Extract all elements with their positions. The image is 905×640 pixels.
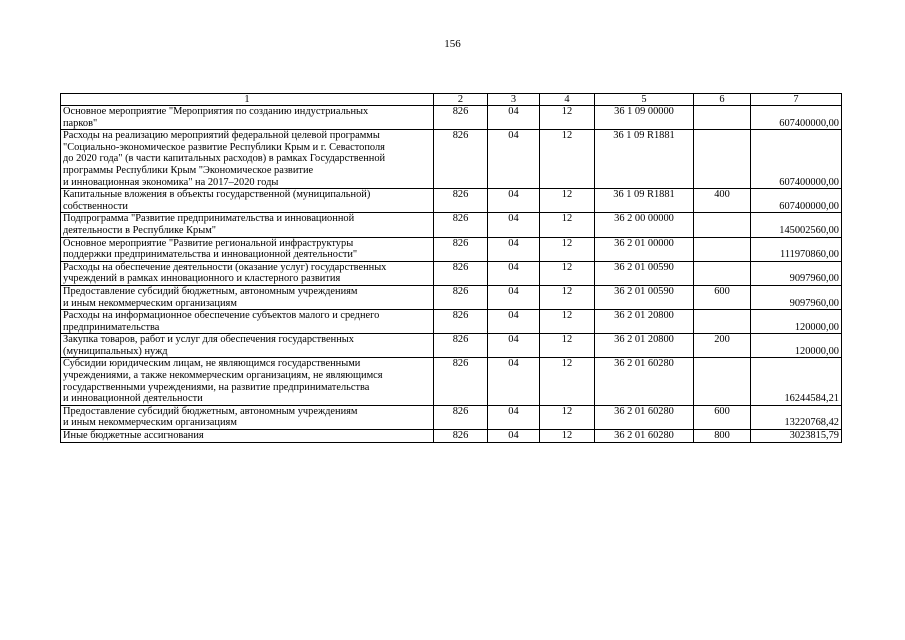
row-amount-cell: 111970860,00 (751, 237, 842, 261)
table-row (61, 261, 842, 285)
row-section-cell: 04 (488, 213, 540, 237)
row-name-cell: Расходы на информационное обеспечение субъектов малого и среднего предпринимательства (61, 310, 434, 334)
row-target-article-cell: 36 2 01 00000 (595, 237, 694, 261)
row-amount-cell: 120000,00 (751, 310, 842, 334)
column-header: 7 (751, 94, 842, 106)
row-target-article-cell: 36 2 01 00590 (595, 285, 694, 309)
row-name-cell: Предоставление субсидий бюджетным, автономным учреждениям и иным некоммерческим организациям (61, 405, 434, 429)
row-amount-cell: 9097960,00 (751, 285, 842, 309)
row-target-article-cell: 36 2 01 60280 (595, 405, 694, 429)
row-target-article-cell: 36 2 01 20800 (595, 334, 694, 358)
row-grbs-cell: 826 (434, 261, 488, 285)
table-row (61, 430, 842, 443)
row-subsection-cell: 12 (540, 213, 595, 237)
column-header: 4 (540, 94, 595, 106)
row-expense-type-cell (694, 213, 751, 237)
row-target-article-cell: 36 2 01 00590 (595, 261, 694, 285)
row-amount-cell: 3023815,79 (751, 430, 842, 443)
row-expense-type-cell (694, 358, 751, 405)
row-expense-type-cell (694, 261, 751, 285)
column-header: 2 (434, 94, 488, 106)
table-row (61, 189, 842, 213)
row-expense-type-cell (694, 310, 751, 334)
row-section-cell: 04 (488, 237, 540, 261)
row-target-article-cell: 36 2 01 60280 (595, 358, 694, 405)
row-subsection-cell: 12 (540, 430, 595, 443)
row-section-cell: 04 (488, 106, 540, 130)
column-header: 1 (61, 94, 434, 106)
column-header: 6 (694, 94, 751, 106)
row-section-cell: 04 (488, 261, 540, 285)
row-section-cell: 04 (488, 130, 540, 189)
row-subsection-cell: 12 (540, 285, 595, 309)
table-row (61, 358, 842, 405)
row-subsection-cell: 12 (540, 261, 595, 285)
row-name-cell: Предоставление субсидий бюджетным, автономным учреждениям и иным некоммерческим организациям (61, 285, 434, 309)
row-grbs-cell: 826 (434, 334, 488, 358)
row-amount-cell: 145002560,00 (751, 213, 842, 237)
row-subsection-cell: 12 (540, 334, 595, 358)
row-grbs-cell: 826 (434, 358, 488, 405)
table-row (61, 130, 842, 189)
row-section-cell: 04 (488, 405, 540, 429)
row-section-cell: 04 (488, 285, 540, 309)
row-amount-cell: 607400000,00 (751, 106, 842, 130)
table-row (61, 310, 842, 334)
row-target-article-cell: 36 1 09 R1881 (595, 189, 694, 213)
row-subsection-cell: 12 (540, 106, 595, 130)
row-name-cell: Иные бюджетные ассигнования (61, 430, 434, 443)
table-row (61, 285, 842, 309)
row-amount-cell: 120000,00 (751, 334, 842, 358)
row-grbs-cell: 826 (434, 213, 488, 237)
row-expense-type-cell: 600 (694, 405, 751, 429)
row-section-cell: 04 (488, 310, 540, 334)
row-subsection-cell: 12 (540, 189, 595, 213)
row-section-cell: 04 (488, 334, 540, 358)
table-row (61, 334, 842, 358)
row-grbs-cell: 826 (434, 430, 488, 443)
row-expense-type-cell: 800 (694, 430, 751, 443)
row-grbs-cell: 826 (434, 237, 488, 261)
row-section-cell: 04 (488, 189, 540, 213)
row-name-cell: Подпрограмма "Развитие предпринимательства и инновационной деятельности в Республике Крым" (61, 213, 434, 237)
table-header-row (61, 94, 842, 106)
column-header: 5 (595, 94, 694, 106)
row-expense-type-cell (694, 130, 751, 189)
table-row (61, 213, 842, 237)
column-header: 3 (488, 94, 540, 106)
table-row (61, 405, 842, 429)
row-name-cell: Закупка товаров, работ и услуг для обеспечения государственных (муниципальных) нужд (61, 334, 434, 358)
row-grbs-cell: 826 (434, 310, 488, 334)
row-subsection-cell: 12 (540, 130, 595, 189)
row-subsection-cell: 12 (540, 237, 595, 261)
row-subsection-cell: 12 (540, 405, 595, 429)
row-target-article-cell: 36 2 00 00000 (595, 213, 694, 237)
row-target-article-cell: 36 1 09 00000 (595, 106, 694, 130)
row-name-cell: Субсидии юридическим лицам, не являющимся государственными учреждениями, а также некоммерческим организациям, не являющимся государственными учреждениями, на развитие предпринимательства и инновационной деятельности (61, 358, 434, 405)
row-section-cell: 04 (488, 430, 540, 443)
row-target-article-cell: 36 2 01 60280 (595, 430, 694, 443)
row-name-cell: Капитальные вложения в объекты государственной (муниципальной) собственности (61, 189, 434, 213)
row-grbs-cell: 826 (434, 189, 488, 213)
budget-table (60, 93, 842, 443)
row-name-cell: Расходы на реализацию мероприятий федеральной целевой программы "Социально-экономическое развитие Республики Крым и г. Севастополя до 2020 года" (в части капитальных расходов) в рамках Государственной программы Республики Крым "Экономическое развитие и инновационная экономика" на 2017–2020 годы (61, 130, 434, 189)
row-amount-cell: 9097960,00 (751, 261, 842, 285)
row-target-article-cell: 36 1 09 R1881 (595, 130, 694, 189)
row-subsection-cell: 12 (540, 310, 595, 334)
row-amount-cell: 13220768,42 (751, 405, 842, 429)
row-amount-cell: 607400000,00 (751, 130, 842, 189)
row-name-cell: Основное мероприятие "Развитие региональной инфраструктуры поддержки предпринимательства и инновационной деятельности" (61, 237, 434, 261)
row-name-cell: Расходы на обеспечение деятельности (оказание услуг) государственных учреждений в рамках инновационного и кластерного развития (61, 261, 434, 285)
row-subsection-cell: 12 (540, 358, 595, 405)
row-grbs-cell: 826 (434, 285, 488, 309)
row-target-article-cell: 36 2 01 20800 (595, 310, 694, 334)
row-expense-type-cell: 200 (694, 334, 751, 358)
row-grbs-cell: 826 (434, 106, 488, 130)
row-expense-type-cell: 600 (694, 285, 751, 309)
row-amount-cell: 16244584,21 (751, 358, 842, 405)
page-number: 156 (444, 38, 461, 50)
row-expense-type-cell (694, 106, 751, 130)
row-amount-cell: 607400000,00 (751, 189, 842, 213)
row-grbs-cell: 826 (434, 405, 488, 429)
row-expense-type-cell: 400 (694, 189, 751, 213)
table-row (61, 106, 842, 130)
row-expense-type-cell (694, 237, 751, 261)
row-name-cell: Основное мероприятие "Мероприятия по созданию индустриальных парков" (61, 106, 434, 130)
row-section-cell: 04 (488, 358, 540, 405)
row-grbs-cell: 826 (434, 130, 488, 189)
table-row (61, 237, 842, 261)
